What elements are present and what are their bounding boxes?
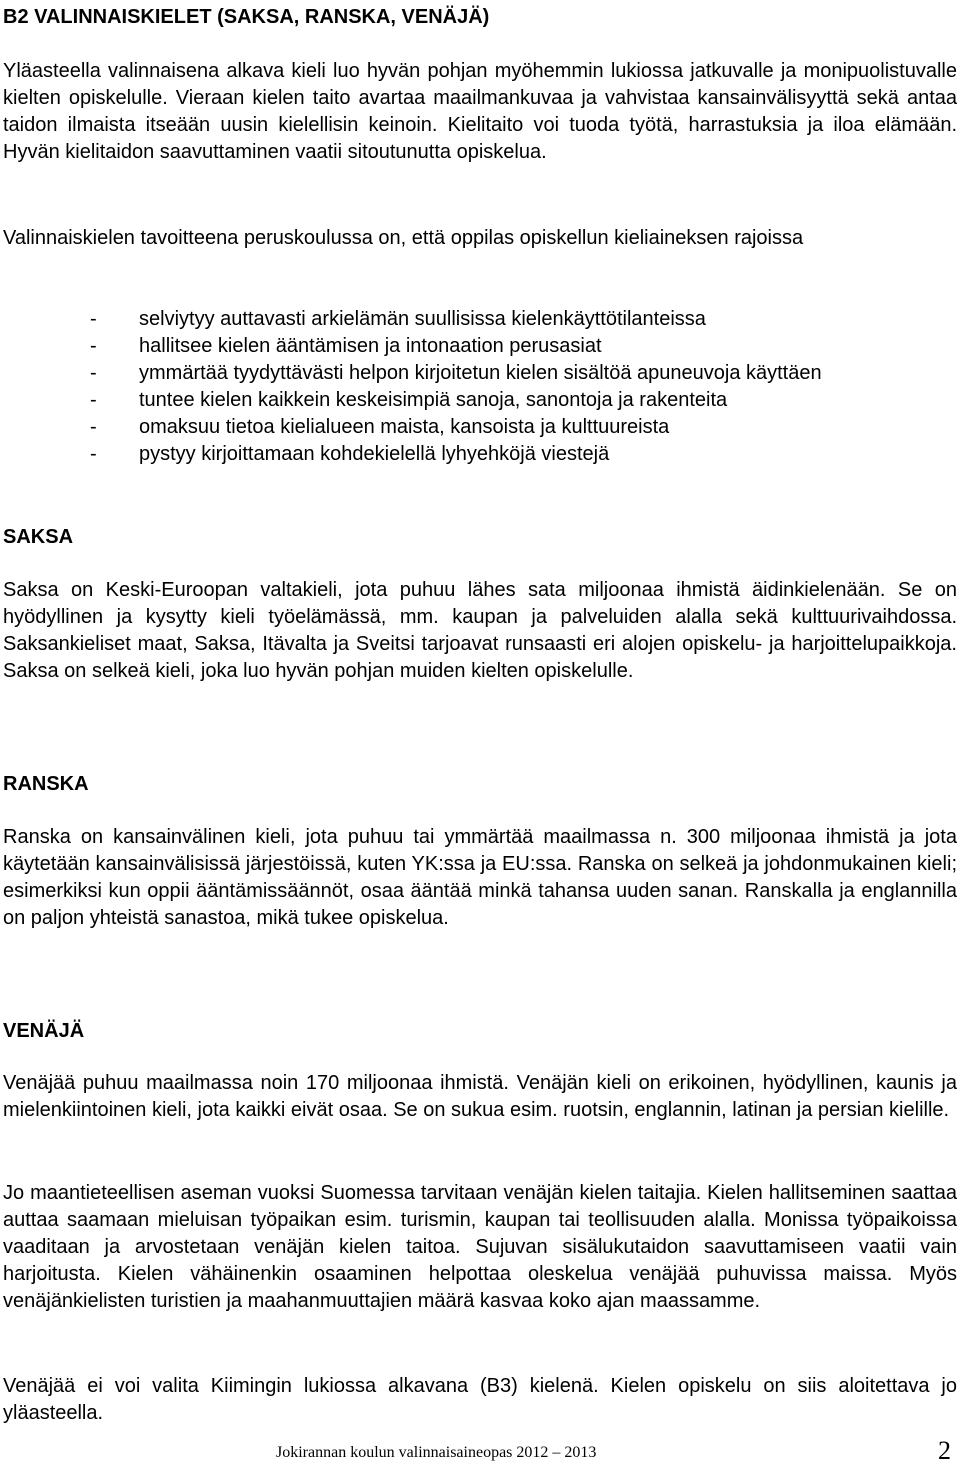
venaja-text-1: Venäjää puhuu maailmassa noin 170 miljoonaa ihmistä. Venäjän kieli on erikoinen, hyödyllinen, kaunis ja mielenkiintoinen kieli, jota kaikki eivät osaa. Se on sukua esim. ruotsin, englannin, latinan ja persian kielille. (3, 1072, 957, 1121)
intro-paragraph (3, 58, 957, 166)
list-item-text: tuntee kielen kaikkein keskeisimpiä sanoja, sanontoja ja rakenteita (139, 389, 728, 411)
list-bullet: - (90, 362, 97, 384)
page-number: 2 (938, 1436, 951, 1465)
list-item-text: pystyy kirjoittamaan kohdekielellä lyhyehköjä viestejä (139, 443, 610, 465)
page-title: B2 VALINNAISKIELET (SAKSA, RANSKA, VENÄJÄ) (3, 6, 490, 28)
goals-intro-paragraph (3, 225, 843, 252)
venaja-paragraph-1 (3, 1070, 957, 1124)
section-heading-ranska: RANSKA (3, 773, 89, 795)
list-item (3, 333, 844, 360)
saksa-paragraph (3, 577, 957, 685)
goals-list (3, 306, 844, 468)
list-bullet: - (90, 416, 97, 438)
footer-text: Jokirannan koulun valinnaisaineopas 2012 – 2013 (276, 1444, 597, 1461)
list-bullet: - (90, 335, 97, 357)
venaja-paragraph-3 (3, 1373, 957, 1427)
list-item (3, 441, 844, 468)
venaja-text-3: Venäjää ei voi valita Kiimingin lukiossa alkavana (B3) kielenä. Kielen opiskelu on siis aloitettava jo yläasteella. (3, 1375, 957, 1424)
list-item (3, 387, 844, 414)
list-bullet: - (90, 443, 97, 465)
venaja-paragraph-2 (3, 1180, 957, 1315)
list-bullet: - (90, 389, 97, 411)
intro-text: Yläasteella valinnaisena alkava kieli luo hyvän pohjan myöhemmin lukiossa jatkuvalle ja monipuolistuvalle kielten opiskelulle. Vieraan kielen taito avartaa maailmankuvaa ja vahvistaa kansainvälisyyttä sekä antaa taidon ilmaista itseään uusin kielellisin keinoin. Kielitaito voi tuoda työtä, harrastuksia ja iloa elämään. Hyvän kielitaidon saavuttaminen vaatii sitoutunutta opiskelua. (3, 60, 957, 163)
list-item (3, 360, 844, 387)
section-heading-saksa: SAKSA (3, 526, 74, 548)
list-item-text: hallitsee kielen ääntämisen ja intonaation perusasiat (139, 335, 602, 357)
venaja-text-2: Jo maantieteellisen aseman vuoksi Suomessa tarvitaan venäjän kielen taitajia. Kielen hallitseminen saattaa auttaa saamaan mieluisan työpaikan esim. turismin, kaupan tai teollisuuden alalla. Monissa työpaikoissa vaaditaan ja arvostetaan venäjän kielen taitoa. Sujuvan sisälukutaidon saavuttamiseen vaatii vain harjoitusta. Kielen vähäinenkin osaaminen helpottaa oleskelua venäjää puhuvissa maissa. Myös venäjänkielisten turistien ja maahanmuuttajien määrä kasvaa koko ajan maassamme. (3, 1182, 957, 1312)
list-item-text: selviytyy auttavasti arkielämän suullisissa kielenkäyttötilanteissa (139, 308, 706, 330)
ranska-paragraph (3, 824, 957, 932)
list-item-text: ymmärtää tyydyttävästi helpon kirjoitetun kielen sisältöä apuneuvoja käyttäen (139, 362, 822, 384)
saksa-text: Saksa on Keski-Euroopan valtakieli, jota puhuu lähes sata miljoonaa ihmistä äidinkielenään. Se on hyödyllinen ja kysytty kieli työelämässä, mm. kaupan ja palveluiden alalla sekä kulttuurivaihdossa. Saksankieliset maat, Saksa, Itävalta ja Sveitsi tarjoavat runsaasti eri alojen opiskelu- ja harjoittelupaikkoja. Saksa on selkeä kieli, joka luo hyvän pohjan muiden kielten opiskelulle. (3, 579, 957, 682)
list-item-text: omaksuu tietoa kielialueen maista, kansoista ja kulttuureista (139, 416, 670, 438)
list-bullet: - (90, 308, 97, 330)
list-item (3, 414, 844, 441)
list-item (3, 306, 844, 333)
ranska-text: Ranska on kansainvälinen kieli, jota puhuu tai ymmärtää maailmassa n. 300 miljoonaa ihmistä ja jota käytetään kansainvälisissä järjestöissä, kuten YK:ssa ja EU:ssa. Ranska on selkeä ja johdonmukainen kieli; esimerkiksi kun oppii ääntämissäännöt, osaa ääntää minkä tahansa uuden sanan. Ranskalla ja englannilla on paljon yhteistä sanastoa, mikä tukee opiskelua. (3, 826, 957, 929)
section-heading-venaja: VENÄJÄ (3, 1020, 85, 1042)
goals-intro-text: Valinnaiskielen tavoitteena peruskoulussa on, että oppilas opiskellun kieliaineksen rajoissa (3, 227, 804, 249)
